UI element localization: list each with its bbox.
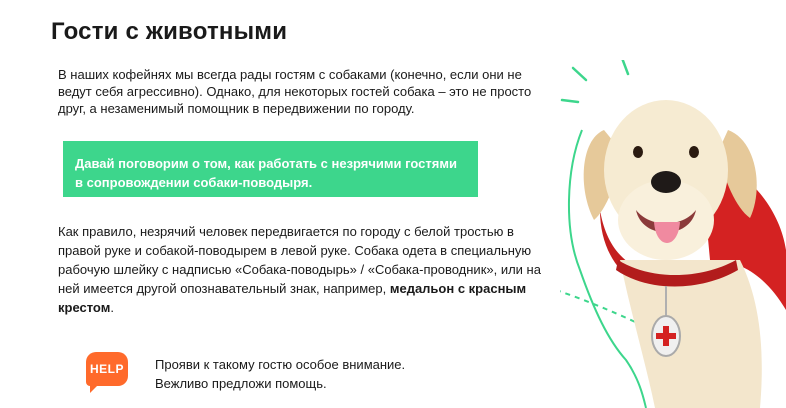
- dog-illustration: [560, 60, 786, 408]
- intro-paragraph: В наших кофейнях мы всегда рады гостям с собаками (конечно, если они не ведут себя агрессивно). Однако, для некоторых гостей собака – это не просто друг, а незаменимый помощник в передвижении по городу.: [58, 67, 532, 116]
- body-paragraph: [58, 222, 548, 317]
- highlight-box: [63, 141, 478, 197]
- help-badge-label: HELP: [89, 362, 124, 376]
- help-line-2: Вежливо предложи помощь.: [155, 376, 327, 391]
- body-end: .: [110, 300, 114, 315]
- body-bold-text: медальон с красным крестом: [58, 281, 527, 315]
- sparkle-lines: [562, 60, 628, 102]
- highlight-text: Давай поговорим о том, как работать с незрячими гостями в сопровождении собаки-поводыря.: [75, 156, 457, 190]
- body-text: Как правило, незрячий человек передвигается по городу с белой тростью в правой руке и собакой-поводырем в левой руке. Собака одета в специальную рабочую шлейку с надписью «Собака-поводырь» / «Собака-проводник», или на ней имеется другой опознавательный знак, например,: [58, 224, 541, 296]
- help-text: [155, 355, 405, 393]
- medallion-red-cross-icon: [652, 316, 680, 356]
- page-title: Гости с животными: [51, 18, 288, 45]
- help-line-1: Прояви к такому гостю особое внимание.: [155, 357, 406, 372]
- help-speech-bubble-icon: [86, 352, 128, 386]
